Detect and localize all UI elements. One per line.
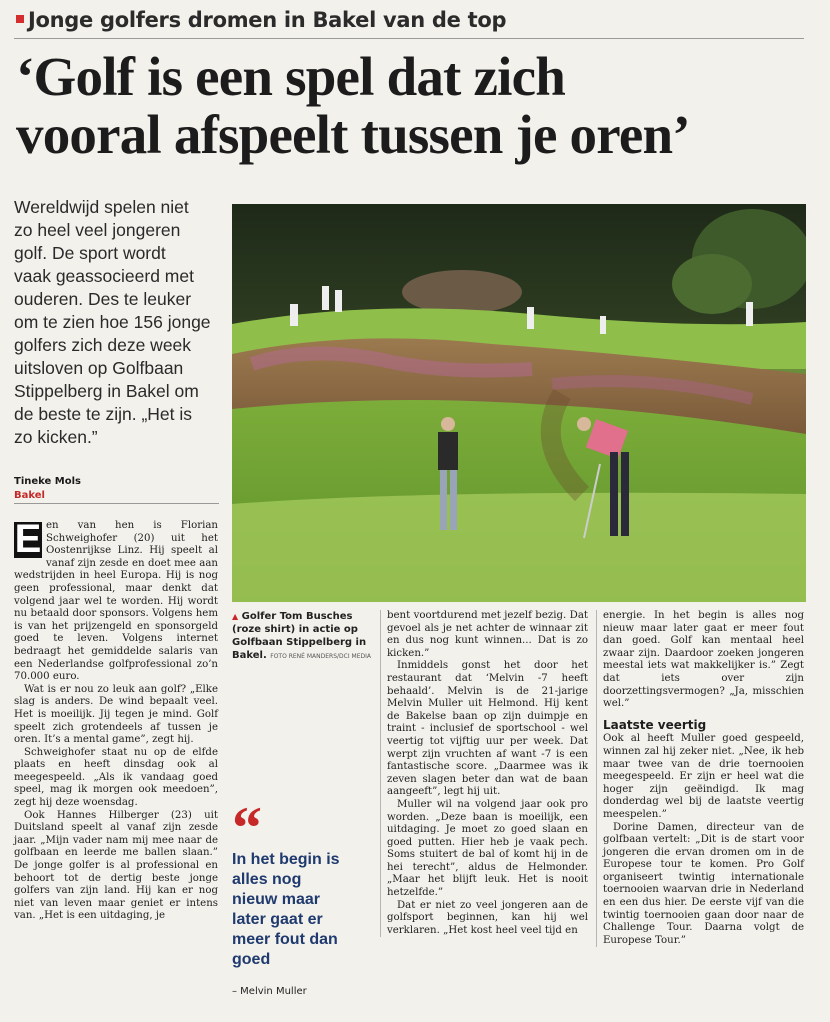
- article-paragraph: Ook Hannes Hilberger (23) uit Duitsland speelt al vanaf zijn zesde jaar. „Mijn vader nam mij mee naar de golfbaan en leerde me ballen slaan.” De jonge golfer is al professional en behoort tot de dertig beste jonge golfers van zijn land. Hij kan er nog niet van leven maar geniet er intens van. „Het is een uitdaging, je: [14, 809, 218, 922]
- quote-text: [232, 850, 372, 970]
- article-paragraph: [14, 517, 218, 684]
- quote-line: later gaat er: [232, 911, 323, 928]
- intro-line: zo kicken.”: [14, 427, 98, 447]
- intro-line: Wereldwijd spelen niet: [14, 197, 189, 217]
- kicker-marker-icon: [16, 15, 24, 23]
- photo-caption: [232, 610, 372, 663]
- quote-author: – Melvin Muller: [232, 986, 307, 997]
- golf-course-illustration: [232, 204, 806, 602]
- caption-credit: FOTO RENÉ MANDERS/DCI MEDIA: [270, 653, 371, 660]
- article-paragraph: Dorine Damen, directeur van de golfbaan vertelt: „Dit is de start voor jongeren die ervan dromen om in de Europese tour te komen. Pro Golf organiseert twintig internationale toernooien waarvan drie in Nederland en een dus hier. De eerste vijf van die twintig toernooien gaan door naar de Challenge Tour. Daarna volgt de Europese Tour.”: [603, 821, 804, 946]
- article-paragraph: Wat is er nou zo leuk aan golf? „Elke slag is anders. De wind bepaalt veel. Het is moeilijk. Jij tegen je mind. Golf speelt zich grotendeels af tussen je oren. It’s a mental game”, zegt hij.: [14, 683, 218, 746]
- pull-quote: [232, 795, 372, 997]
- quote-line: nieuw maar: [232, 891, 321, 908]
- subhead: Laatste veertig: [603, 717, 707, 732]
- intro-line: de beste te zijn. „Het is: [14, 404, 192, 424]
- article-paragraph: Dat er niet zo veel jongeren aan de golfsport beginnen, kan hij wel verklaren. „Het kost heel veel tijd en: [387, 899, 588, 936]
- byline: [14, 476, 219, 504]
- paragraph-text: en van hen is Florian Schweighofer (20) uit het Oostenrijkse Linz. Hij speelt al vanaf zijn zesde en doet mee aan wedstrijden in heel Europa. Hij is nog geen professional, maar denkt dat volgend jaar wel te worden. Hij wordt nu betaald door sponsors. Volgens hem is van het prijzengeld en sponsorgeld goed te leven. Volgens internet bedraagt het gemiddelde salaris van een Nederlandse golfprofessional zo’n 70.000 euro.: [14, 520, 218, 683]
- article-paragraph: Schweighofer staat nu op de elfde plaats en heeft dinsdag ook al meegespeeld. „Als ik vandaag goed speel, mag ik morgen ook meedoen”, zegt hij deze woensdag.: [14, 746, 218, 809]
- article-column-4: [596, 610, 804, 947]
- article-column-1: [14, 517, 218, 923]
- intro-line: golf. De sport wordt: [14, 243, 166, 263]
- intro-line: om te zien hoe 156 jonge: [14, 312, 211, 332]
- intro-line: uitsloven op Golfbaan: [14, 358, 184, 378]
- article-paragraph: Muller wil na volgend jaar ook pro worden. „Deze baan is moeilijk, een uitdaging. Je moet zo goed slaan en goed putten. Hier heb je vaak pech. Soms stuitert de bal of komt hij in de hei terecht”, aldus de Helmonder. „Maar het blijft leuk. Het is nooit hetzelfde.”: [387, 798, 588, 899]
- dropcap: E: [14, 517, 42, 561]
- golf-photo: [232, 204, 806, 602]
- headline: [16, 48, 816, 164]
- intro-line: zo heel veel jongeren: [14, 220, 181, 240]
- quote-line: alles nog: [232, 871, 302, 888]
- byline-author: Tineke Mols: [14, 476, 81, 487]
- quote-mark-icon: “: [232, 795, 262, 861]
- intro-line: Stippelberg in Bakel om: [14, 381, 199, 401]
- headline-line: ‘Golf is een spel dat zich: [16, 46, 566, 107]
- headline-line: vooral afspeelt tussen je oren’: [16, 104, 690, 165]
- intro-line: vaak geassocieerd met: [14, 266, 194, 286]
- article-paragraph: energie. In het begin is alles nog nieuw maar later gaat er meer fout dan goed. Golf kan mentaal heel zwaar zijn. Daardoor zoeken jongeren meestal iets wat makkelijker is.” Zegt dat iets over zijn doorzettingsvermogen? „Ja, misschien wel.”: [603, 610, 804, 710]
- quote-line: meer fout dan: [232, 931, 338, 948]
- article-paragraph: Inmiddels gonst het door het restaurant dat ‘Melvin -7 heeft behaald’. Melvin is de 21-jarige Melvin Muller uit Helmond. Hij kent de Bakelse baan op zijn duimpje en traint - inclusief de sportschool - wel veertig tot vijftig uur per week. Dat werpt zijn vruchten af want -7 is een fantastische score. „Daarmee was ik zeven slagen beter dan wat de baan aangeeft”, legt hij uit.: [387, 660, 588, 798]
- quote-line: goed: [232, 951, 271, 968]
- kicker-text: Jonge golfers dromen in Bakel van de top: [28, 8, 507, 32]
- kicker: [14, 8, 804, 39]
- article-column-3: [380, 610, 588, 937]
- intro-line: ouderen. Des te leuker: [14, 289, 192, 309]
- caption-text: Golfer Tom Busches (roze shirt) in actie op Golfbaan Stippelberg in Bakel.: [232, 611, 367, 661]
- intro: [14, 196, 224, 449]
- byline-place: Bakel: [14, 490, 45, 501]
- article-paragraph: bent voortdurend met jezelf bezig. Dat gevoel als je net achter de winnaar zit en dus nog kunt winnen... Dat is zo kicken.”: [387, 610, 588, 659]
- quote-line: In het begin is: [232, 851, 340, 868]
- intro-line: golfers zich deze week: [14, 335, 192, 355]
- article-paragraph: Ook al heeft Muller goed gespeeld, winnen zal hij zeker niet. „Nee, ik heb maar twee van de drie toernooien meegespeeld. Er zijn er heel wat die hoger zijn geëindigd. Ik mag donderdag wel bij de laatste veertig meespelen.”: [603, 733, 804, 820]
- caption-triangle-icon: ▲: [232, 612, 239, 621]
